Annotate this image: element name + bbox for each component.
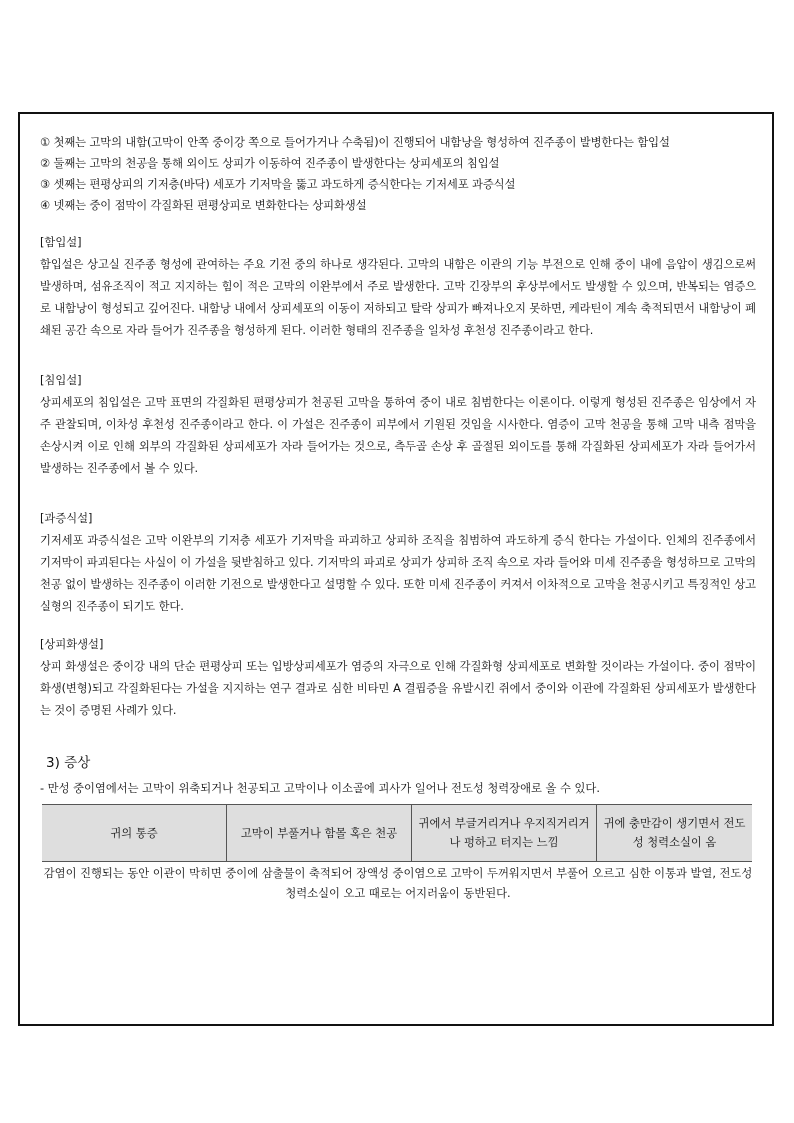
section-body: 상피세포의 침입설은 고막 표면의 각질화된 편평상피가 천공된 고막을 통하여 중이 내로 침범한다는 이론이다. 이렇게 형성된 진주종은 임상에서 자주 관찰되며, 이차성 후천성 진주종이라고 한다. 이 가설은 진주종이 피부에서 기원된 것임을 시사한다. 염증이 고막 천공을 통해 고막 내측 점막을 손상시켜 이로 인해 외부의 각질화된 상피세포가 자라 들어가는 것으로, 측두골 손상 후 골절된 외이도를 통해 각질화된 상피세포가 자라 들어가서 발생하는 진주종에서 볼 수 있다.: [40, 396, 756, 475]
section-invasion: [40, 370, 756, 480]
symptoms-table: [42, 804, 752, 862]
section-metaplasia: [40, 634, 756, 722]
symptom-cell: 고막이 부풀거나 함몰 혹은 천공: [227, 805, 412, 862]
document-frame: [18, 112, 774, 1026]
section-body: 상피 화생설은 중이강 내의 단순 편평상피 또는 입방상피세포가 염증의 자극으로 인해 각질화형 상피세포로 변화할 것이라는 가설이다. 중이 점막이 화생(변형)되고 각질화된다는 가설을 지지하는 연구 결과로 심한 비타민 A 결핍증을 유발시킨 쥐에서 중이와 이관에 각질화된 상피세포가 발생한다는 것이 증명된 사례가 있다.: [40, 660, 756, 717]
section-heading: [침입설]: [40, 374, 82, 387]
section-heading: [과증식설]: [40, 512, 93, 525]
symptoms-note: 감염이 진행되는 동안 이관이 막히면 중이에 삼출물이 축적되어 장액성 중이염으로 고막이 두꺼워지면서 부풀어 오르고 심한 이통과 발열, 전도성 청력소실이 오고 때로는 어지러움이 동반된다.: [43, 867, 753, 900]
theory-item: ② 둘째는 고막의 천공을 통해 외이도 상피가 이동하여 진주종이 발생한다는 상피세포의 침입설: [40, 157, 500, 170]
symptom-cell: 귀에 충만감이 생기면서 전도성 청력소실이 옴: [597, 805, 753, 862]
theory-item: ③ 셋째는 편평상피의 기저층(바닥) 세포가 기저막을 뚫고 과도하게 증식한다는 기저세포 과증식설: [40, 178, 516, 191]
section-title: 3) 증상: [46, 755, 91, 771]
section-invagination: [40, 232, 756, 342]
symptom-cell: 귀의 통증: [42, 805, 227, 862]
theory-list: [40, 132, 756, 216]
table-row: [42, 805, 752, 862]
document-content: [40, 132, 756, 904]
section-body: 기저세포 과증식설은 고막 이완부의 기저층 세포가 기저막을 파괴하고 상피하 조직을 침범하여 과도하게 증식 한다는 가설이다. 인체의 진주종에서 기저막이 파괴된다는 사실이 이 가설을 뒷받침하고 있다. 기저막의 파괴로 상피가 상피하 조직 속으로 자라 들어와 미세 진주종을 형성하므로 고막의 천공 없이 발생하는 진주종이 이러한 기전으로 발생한다고 설명할 수 있다. 또한 미세 진주종이 커져서 이차적으로 고막을 천공시키고 특징적인 상고실형의 진주종이 되기도 한다.: [40, 534, 756, 613]
section-body: 함입설은 상고실 진주종 형성에 관여하는 주요 기전 중의 하나로 생각된다. 고막의 내함은 이관의 기능 부전으로 인해 중이 내에 음압이 생김으로써 발생하며, 섬유조직이 적고 지지하는 힘이 적은 고막의 이완부에서 주로 발생한다. 고막 긴장부의 후상부에서도 발생할 수 있으며, 반복되는 염증으로 내함낭이 형성되고 깊어진다. 내함낭 내에서 상피세포의 이동이 저하되고 탈락 상피가 빠져나오지 못하면, 케라틴이 계속 축적되면서 내함낭이 폐쇄된 공간 속으로 자라 들어가 진주종을 형성하게 된다. 이러한 형태의 진주종을 일차성 후천성 진주종이라고 한다.: [40, 258, 756, 337]
section-hyperplasia: [40, 508, 756, 618]
theory-item: ④ 넷째는 중이 점막이 각질화된 편평상피로 변화한다는 상피화생설: [40, 199, 367, 212]
theory-item: ① 첫째는 고막의 내함(고막이 안쪽 중이강 쪽으로 들어가거나 수축됨)이 진행되어 내함낭을 형성하여 진주종이 발병한다는 함입설: [40, 136, 670, 149]
symptom-cell: 귀에서 부글거리거나 우지직거리거나 펑하고 터지는 느낌: [412, 805, 597, 862]
symptoms-intro: - 만성 중이염에서는 고막이 위축되거나 천공되고 고막이나 이소골에 괴사가 일어나 전도성 청력장애로 올 수 있다.: [40, 782, 600, 795]
symptoms-section: [40, 750, 756, 904]
section-heading: [상피화생설]: [40, 638, 104, 651]
section-heading: [함입설]: [40, 236, 82, 249]
